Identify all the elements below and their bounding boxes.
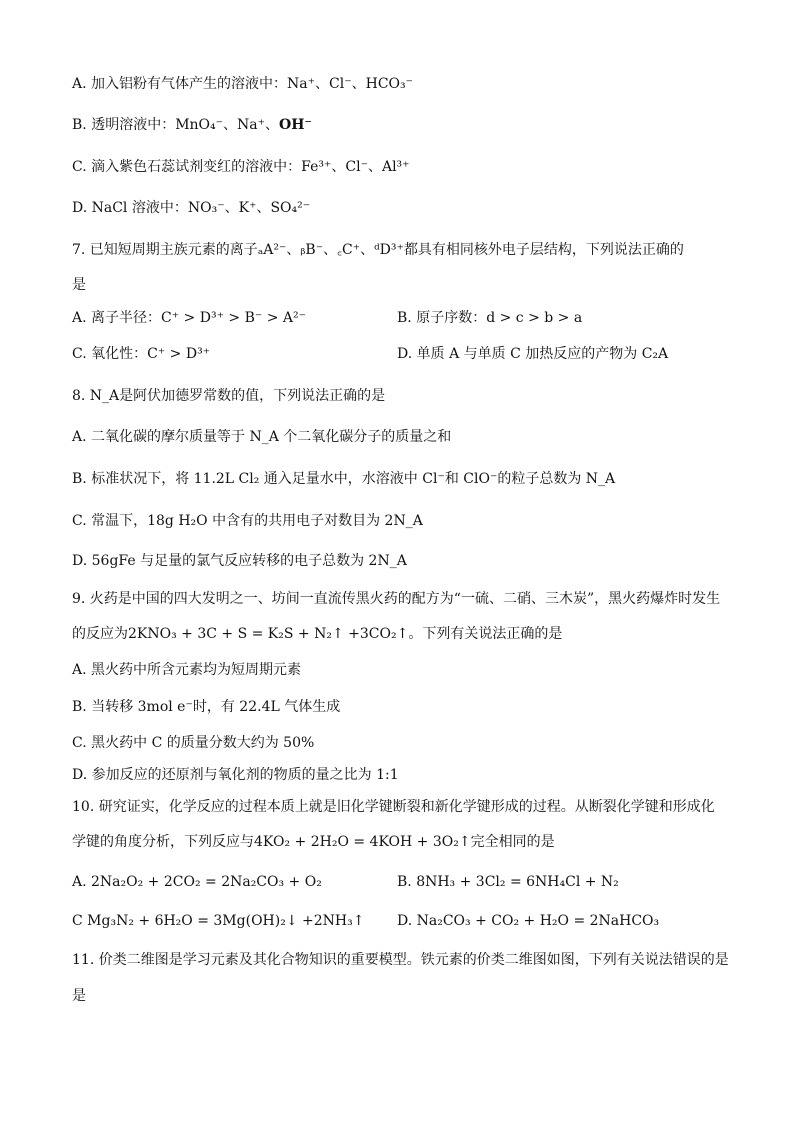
q6-b-ion-1: MnO₄⁻ <box>175 117 224 133</box>
q7-stem-line2: 是 <box>72 277 86 293</box>
q10-stem-line1: 10. 研究证实，化学反应的过程本质上就是旧化学键断裂和新化学键形成的过程。从断裂化学键和形成化 <box>72 799 715 815</box>
q6-a-ion-2: Cl⁻ <box>329 76 352 92</box>
q8-option-a: A. 二氧化碳的摩尔质量等于 N_A 个二氧化碳分子的质量之和 <box>72 429 452 445</box>
q6-option-d-label: D. NaCl 溶液中： <box>72 200 188 216</box>
q8-option-d: D. 56gFe 与足量的氯气反应转移的电子总数为 2N_A <box>72 553 407 569</box>
q6-option-a-label: A. 加入铝粉有气体产生的溶液中： <box>72 76 288 92</box>
q10-option-b: B. 8NH₃ + 3Cl₂ = 6NH₄Cl + N₂ <box>397 874 619 890</box>
q6-option-c-label: C. 滴入紫色石蕊试剂变红的溶液中： <box>72 159 302 175</box>
q9-option-b: B. 当转移 3mol e⁻时，有 22.4L 气体生成 <box>72 699 341 715</box>
q6-option-d: D. NaCl 溶液中：NO₃⁻、K⁺、SO₄²⁻ <box>72 200 311 216</box>
q9-option-c: C. 黑火药中 C 的质量分数大约为 50% <box>72 735 315 751</box>
q8-stem: 8. N_A是阿伏加德罗常数的值，下列说法正确的是 <box>72 388 386 404</box>
q10-option-d: D. Na₂CO₃ + CO₂ + H₂O = 2NaHCO₃ <box>397 913 660 929</box>
q6-d-ion-2: K⁺ <box>238 200 257 216</box>
q7-stem: 7. 已知短周期主族元素的离子ₐA²⁻、ᵦB⁻、꜀C⁺、ᵈD³⁺都具有相同核外电子层结构，下列说法正确的 <box>72 242 684 258</box>
q9-stem-line2 <box>72 625 562 643</box>
q9-equation: 2KNO₃ + 3C + S = K₂S + N₂↑ +3CO₂↑ <box>128 626 409 642</box>
q10-option-a: A. 2Na₂O₂ + 2CO₂ = 2Na₂CO₃ + O₂ <box>72 874 322 890</box>
q6-option-b: B. 透明溶液中：MnO₄⁻、Na⁺、OH⁻ <box>72 117 312 133</box>
q7-stem-prefix: 7. 已知短周期主族元素的离子 <box>72 242 258 258</box>
q6-c-ion-2: Cl⁻ <box>345 159 368 175</box>
q7-stem-suffix: 都具有相同核外电子层结构，下列说法正确的 <box>403 242 684 258</box>
q11-stem-line1: 11. 价类二维图是学习元素及其化合物知识的重要模型。铁元素的价类二维图如图，下列有关说法错误的是 <box>72 952 729 968</box>
q6-b-ion-3: OH⁻ <box>279 117 312 133</box>
q6-option-b-label: B. 透明溶液中： <box>72 117 176 133</box>
q10-option-c: C Mg₃N₂ + 6H₂O = 3Mg(OH)₂↓ +2NH₃↑ <box>72 913 365 929</box>
q6-c-ion-3: Al³⁺ <box>381 159 410 175</box>
q7-option-d: D. 单质 A 与单质 C 加热反应的产物为 C₂A <box>397 346 669 362</box>
q7-ion-d: ᵈD³⁺ <box>374 242 404 258</box>
q10-stem-prefix: 学键的角度分析，下列反应与 <box>72 834 254 850</box>
q6-a-ion-1: Na⁺ <box>287 76 316 92</box>
q7-ion-c: ꜀C⁺ <box>337 242 361 258</box>
q8-option-b: B. 标准状况下，将 11.2L Cl₂ 通入足量水中，水溶液中 Cl⁻和 ClO⁻的粒子总数为 N_A <box>72 471 616 487</box>
q6-option-c: C. 滴入紫色石蕊试剂变红的溶液中：Fe³⁺、Cl⁻、Al³⁺ <box>72 159 410 175</box>
q10-stem-line2 <box>72 833 555 851</box>
q6-c-ion-1: Fe³⁺ <box>301 159 332 175</box>
q6-d-ion-1: NO₃⁻ <box>187 200 225 216</box>
q7-ion-a: ₐA²⁻ <box>257 242 287 258</box>
q7-option-b: B. 原子序数：d > c > b > a <box>397 310 583 326</box>
q7-option-a: A. 离子半径：C⁺ > D³⁺ > B⁻ > A²⁻ <box>72 310 307 326</box>
q9-stem-suffix: 。下列有关说法正确的是 <box>408 626 563 642</box>
q6-d-ion-3: SO₄²⁻ <box>270 200 311 216</box>
q9-option-a: A. 黑火药中所含元素均为短周期元素 <box>72 662 302 678</box>
q6-b-ion-2: Na⁺ <box>237 117 266 133</box>
q7-ion-b: ᵦB⁻ <box>300 242 324 258</box>
q9-option-d: D. 参加反应的还原剂与氧化剂的物质的量之比为 1:1 <box>72 767 399 783</box>
q9-stem-prefix: 的反应为 <box>72 626 128 642</box>
q6-option-a: A. 加入铝粉有气体产生的溶液中：Na⁺、Cl⁻、HCO₃⁻ <box>72 76 414 92</box>
q7-option-c: C. 氧化性：C⁺ > D³⁺ <box>72 346 211 362</box>
q8-option-c: C. 常温下，18g H₂O 中含有的共用电子对数目为 2N_A <box>72 513 423 529</box>
q10-stem-suffix: 完全相同的是 <box>470 834 555 850</box>
q11-stem-line2: 是 <box>72 988 86 1004</box>
q10-equation: 4KO₂ + 2H₂O = 4KOH + 3O₂↑ <box>254 834 471 850</box>
q9-stem-line1: 9. 火药是中国的四大发明之一、坊间一直流传黑火药的配方为“一硫、二硝、三木炭”，黑火药爆炸时发生 <box>72 591 721 607</box>
q6-a-ion-3: HCO₃⁻ <box>365 76 414 92</box>
